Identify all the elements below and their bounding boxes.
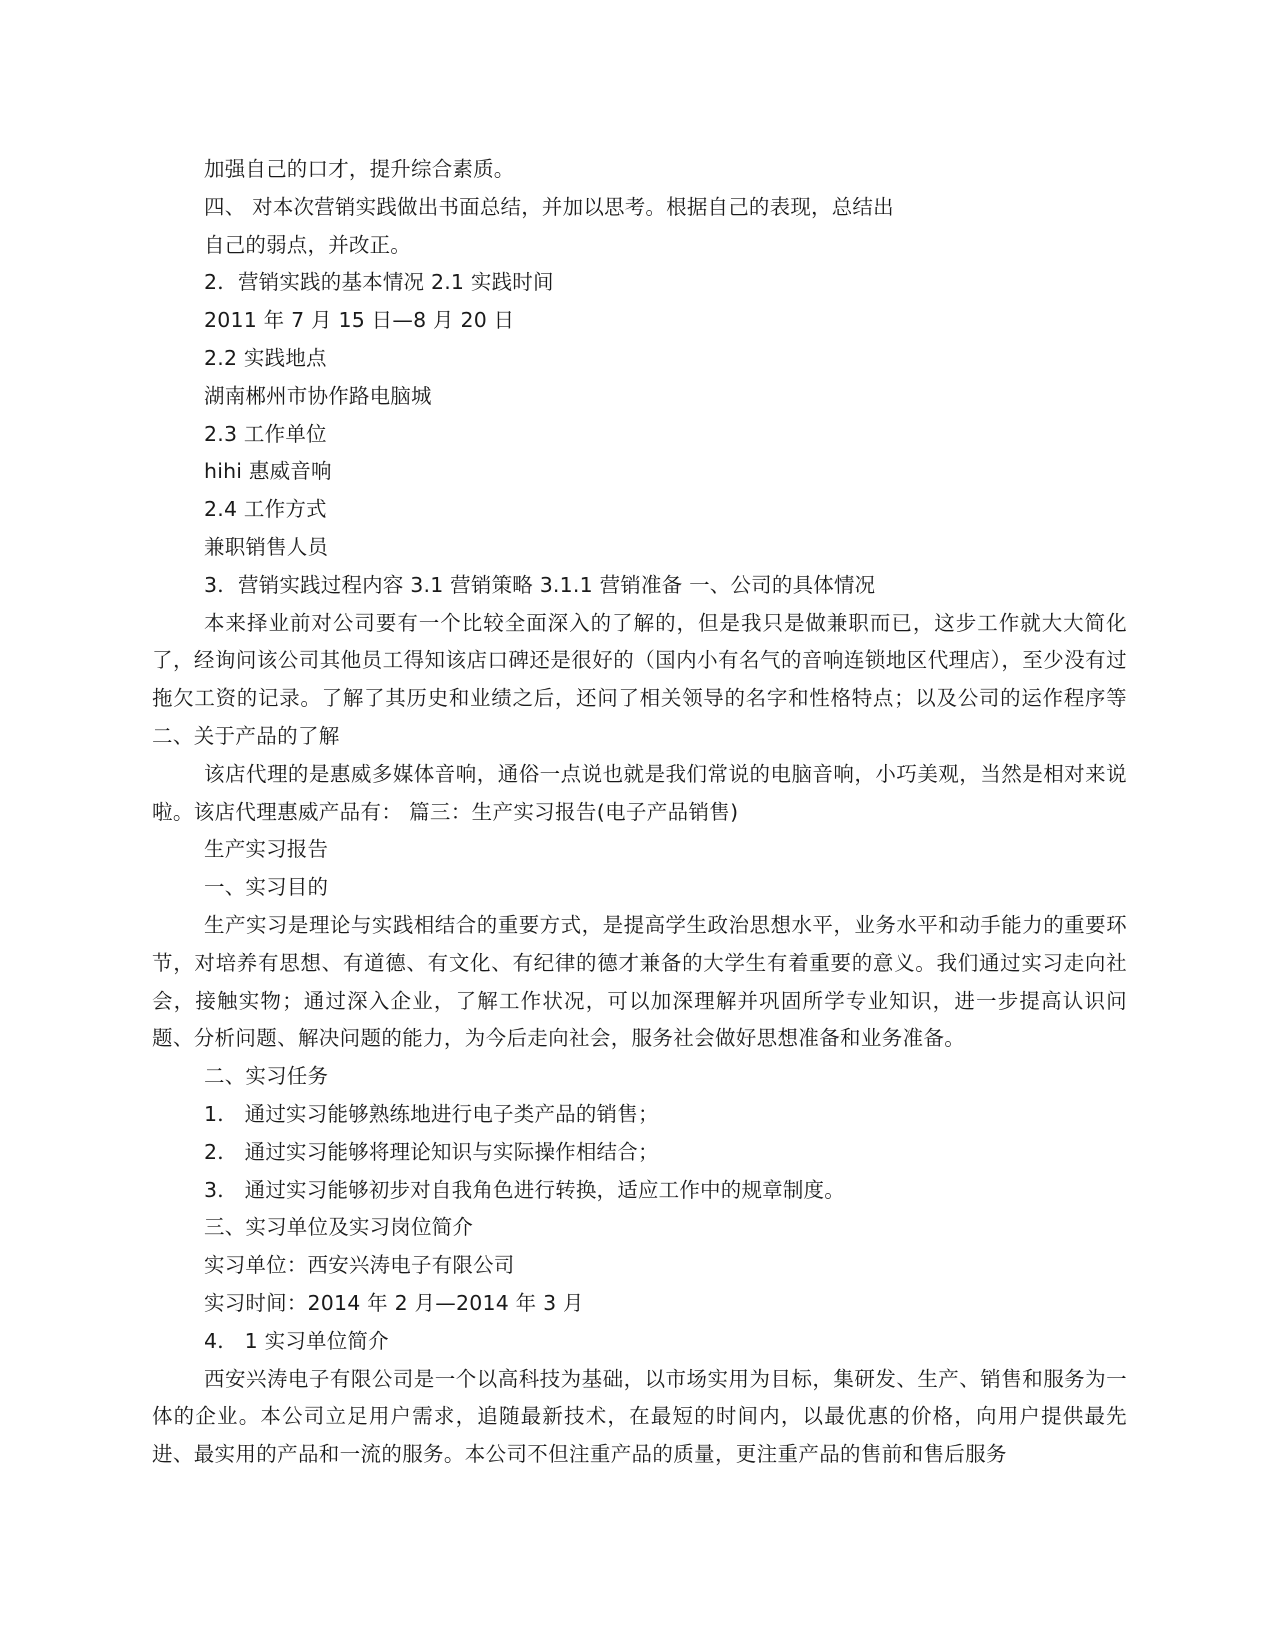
text-line: 加强自己的口才，提升综合素质。	[204, 157, 515, 181]
section-heading: 一、实习目的	[204, 875, 329, 900]
text-line: 四、 对本次营销实践做出书面总结，并加以思考。根据自己的表现，总结出	[204, 194, 894, 219]
list-item: 3． 通过实习能够初步对自我角色进行转换，适应工作中的规章制度。	[204, 1177, 845, 1202]
section-heading: 二、实习任务	[204, 1064, 329, 1089]
practice-date: 2011 年 7 月 15 日—8 月 20 日	[204, 308, 515, 333]
section-heading: 2.4 工作方式	[204, 497, 327, 522]
paragraph: 西安兴涛电子有限公司是一个以高科技为基础，以市场实用为目标，集研发、生产、销售和服务为一体的企业。本公司立足用户需求，追随最新技术，在最短的时间内，以最优惠的价格，向用户提供最先进、最实用的产品和一流的服务。本公司不但注重产品的质量，更注重产品的售前和售后服务	[152, 1366, 1127, 1467]
paragraph: 该店代理的是惠威多媒体音响，通俗一点说也就是我们常说的电脑音响，小巧美观，当然是相对来说啦。该店代理惠威产品有： 篇三：生产实习报告(电子产品销售)	[152, 761, 1127, 824]
paragraph: 本来择业前对公司要有一个比较全面深入的了解的，但是我只是做兼职而已，这步工作就大大简化了，经询问该公司其他员工得知该店口碑还是很好的（国内小有名气的音响连锁地区代理店），至少没有过拖欠工资的记录。了解了其历史和业绩之后，还问了相关领导的名字和性格特点；以及公司的运作程序等 二、关于产品的了解	[152, 610, 1127, 748]
practice-location: 湖南郴州市协作路电脑城	[204, 383, 432, 408]
work-unit: hihi 惠威音响	[204, 459, 332, 484]
document-body	[152, 151, 1127, 1474]
report-title: 生产实习报告	[204, 837, 329, 862]
section-heading: 三、实习单位及实习岗位简介	[204, 1215, 474, 1240]
list-item: 2． 通过实习能够将理论知识与实际操作相结合；	[204, 1139, 659, 1164]
section-heading: 4． 1 实习单位简介	[204, 1328, 389, 1353]
section-heading: 2．营销实践的基本情况 2.1 实践时间	[204, 270, 554, 295]
list-item: 1． 通过实习能够熟练地进行电子类产品的销售；	[204, 1101, 659, 1126]
text-line: 自己的弱点，并改正。	[204, 232, 411, 257]
section-heading: 2.3 工作单位	[204, 421, 327, 446]
paragraph: 生产实习是理论与实践相结合的重要方式，是提高学生政治思想水平，业务水平和动手能力的重要环节，对培养有思想、有道德、有文化、有纪律的德才兼备的大学生有着重要的意义。我们通过实习走向社会，接触实物；通过深入企业，了解工作状况，可以加深理解并巩固所学专业知识，进一步提高认识问题、分析问题、解决问题的能力，为今后走向社会，服务社会做好思想准备和业务准备。	[152, 912, 1127, 1051]
work-mode: 兼职销售人员	[204, 534, 329, 559]
section-heading: 2.2 实践地点	[204, 345, 327, 370]
section-heading: 3．营销实践过程内容 3.1 营销策略 3.1.1 营销准备 一、公司的具体情况	[204, 572, 876, 597]
internship-unit: 实习单位：西安兴涛电子有限公司	[204, 1253, 515, 1278]
internship-time: 实习时间：2014 年 2 月—2014 年 3 月	[204, 1290, 584, 1315]
